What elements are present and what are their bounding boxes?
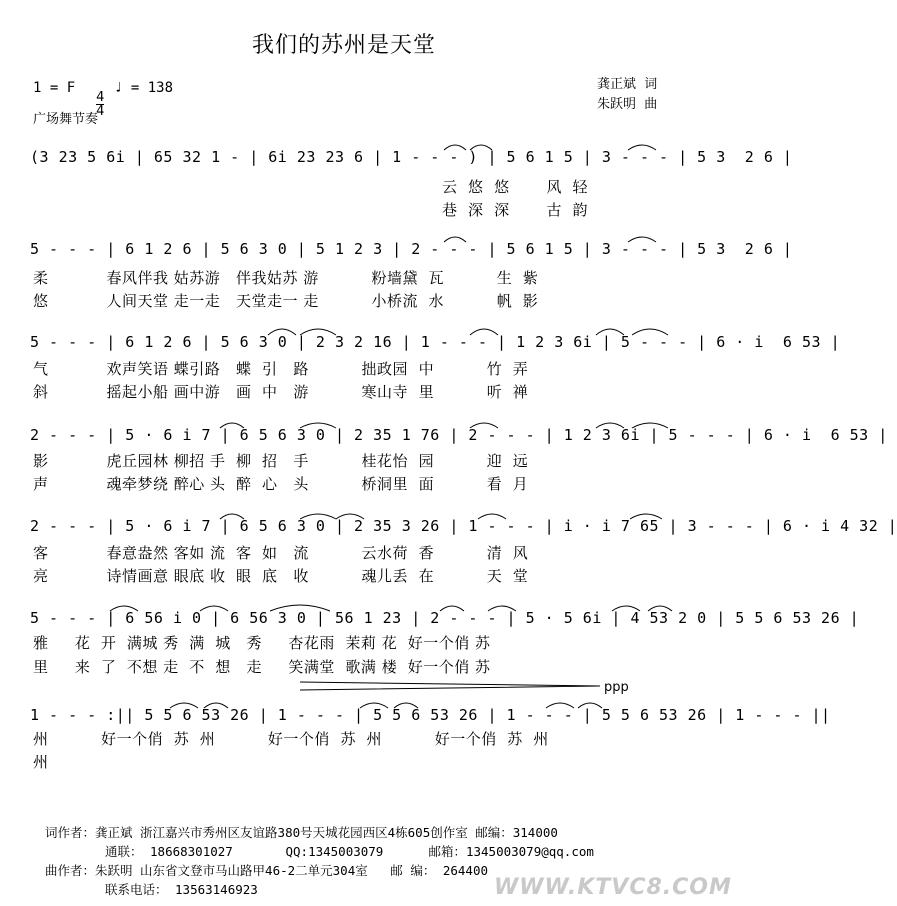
tie-arc: [300, 329, 336, 335]
system-1-notes: (3 23 5 6i | 65 32 1 - | 6i 23 23 6 | 1 - - - ) | 5 6 1 5 | 3 - - - | 5 3 2 6 |: [30, 148, 793, 166]
system-6-lyrics-verse2: 里 来 了 不想 走 不 想 走 笑满堂 歌满 楼 好一个俏 苏: [33, 658, 491, 676]
diminuendo-hairpin: [300, 682, 600, 690]
footer-composer-info: 朱跃明 山东省文登市马山路甲46-2二单元304室 邮 编： 264400: [95, 863, 489, 878]
tie-arc: [628, 237, 656, 242]
tie-arc: [220, 514, 244, 519]
system-5-notes: 2 - - - | 5 · 6 i 7 | 6 5 6 3 0 | 2 35 3 26 | 1 - - - | i · i 7 65 | 3 - - - | 6 · i 4 32 |: [30, 517, 897, 535]
lyricist-role: 词: [644, 77, 658, 92]
tie-arc: [470, 423, 498, 428]
footer-composer-contact: 联系电话： 13563146923: [105, 882, 258, 897]
system-2-notes: 5 - - - | 6 1 2 6 | 5 6 3 0 | 5 1 2 3 | 2 - - - | 5 6 1 5 | 3 - - - | 5 3 2 6 |: [30, 240, 793, 258]
footer-lyricist-label: 词作者：: [45, 825, 96, 840]
tie-arc: [632, 423, 668, 428]
system-3-notes: 5 - - - | 6 1 2 6 | 5 6 3 0 | 2 3 2 16 | 1 - - - | 1 2 3 6i | 5 - - - | 6 · i 6 53 |: [30, 333, 841, 351]
tie-arc: [470, 329, 498, 335]
system-3-lyrics-verse1: 气 欢声笑语 蝶引路 蝶 引 路 拙政园 中 竹 弄: [33, 360, 529, 378]
tie-arc: [270, 605, 330, 611]
tie-arc: [470, 145, 492, 150]
lyricist-name: 龚正斌: [597, 77, 637, 92]
tie-arc: [110, 606, 138, 611]
tie-arc: [578, 703, 602, 708]
tie-arc: [488, 606, 516, 611]
tie-arc: [630, 514, 662, 519]
tie-arc: [596, 329, 624, 335]
key-signature: 1 = F: [33, 80, 76, 96]
tie-arc: [220, 423, 244, 428]
tie-arc: [394, 703, 418, 708]
page-title: 我们的苏州是天堂: [251, 33, 436, 58]
tie-arc: [170, 703, 198, 708]
system-7-lyrics-verse1: 州 好一个俏 苏 州 好一个俏 苏 州 好一个俏 苏 州: [33, 730, 549, 748]
tie-arc: [300, 514, 336, 519]
composer-role: 曲: [644, 97, 658, 112]
tie-arc: [596, 423, 624, 428]
tie-arc: [648, 606, 672, 611]
footer-lyricist: [45, 823, 558, 841]
time-denominator: 4: [96, 104, 105, 119]
tie-arc: [628, 145, 656, 150]
system-2-lyrics-verse2: 悠 人间天堂 走一走 天堂走一 走 小桥流 水 帆 影: [33, 292, 539, 310]
system-3-lyrics-verse2: 斜 摇起小船 画中游 画 中 游 寒山寺 里 听 禅: [33, 383, 529, 401]
tie-arc: [440, 606, 464, 611]
tie-arc: [444, 237, 466, 242]
time-numerator: 4: [96, 90, 105, 105]
system-4-lyrics-verse2: 声 魂牵梦绕 醉心 头 醉 心 头 桥洞里 面 看 月: [33, 475, 529, 493]
tie-arc: [336, 514, 364, 519]
composer-name: 朱跃明: [597, 97, 637, 112]
system-4-lyrics-verse1: 影 虎丘园林 柳招 手 柳 招 手 桂花怡 园 迎 远: [33, 452, 529, 470]
style-note: 广场舞节奏: [33, 112, 99, 127]
footer-composer: [45, 861, 488, 879]
tie-arc: [360, 703, 388, 708]
footer-composer-label: 曲作者：: [45, 863, 96, 878]
system-6-notes: 5 - - - | 6 56 i 0 | 6 56 3 0 | 56 1 23 | 2 - - - | 5 · 5 6i | 4 53 2 0 | 5 5 6 53 26 |: [30, 609, 860, 627]
system-1-lyrics-verse1: 云 悠 悠 风 轻: [442, 178, 588, 196]
system-4-notes: 2 - - - | 5 · 6 i 7 | 6 5 6 3 0 | 2 35 1 76 | 2 - - - | 1 2 3 6i | 5 - - - | 6 · i 6 53 |: [30, 426, 888, 444]
tie-arc: [444, 145, 466, 150]
tie-arc: [204, 703, 228, 708]
system-1-lyrics-verse2: 巷 深 深 古 韵: [442, 201, 588, 219]
footer-lyricist-info: 龚正斌 浙江嘉兴市秀州区友谊路380号天城花园西区4栋605创作室 邮编：314000: [95, 825, 558, 840]
system-7-notes: 1 - - - :|| 5 5 6 53 26 | 1 - - - | 5 5 6 53 26 | 1 - - - | 5 5 6 53 26 | 1 - - - ||: [30, 706, 831, 724]
tie-arc: [268, 329, 296, 335]
tie-arc: [546, 703, 574, 708]
system-6-lyrics-verse1: 雅 花 开 满城 秀 满 城 秀 杏花雨 茉莉 花 好一个俏 苏: [33, 634, 491, 652]
system-2-lyrics-verse1: 柔 春风伴我 姑苏游 伴我姑苏 游 粉墙黛 瓦 生 紫: [33, 269, 539, 287]
system-5-lyrics-verse2: 亮 诗情画意 眼底 收 眼 底 收 魂儿丢 在 天 堂: [33, 567, 529, 585]
tie-arc: [632, 329, 668, 335]
tie-arc: [612, 606, 640, 611]
tie-arc: [300, 423, 336, 428]
dynamics-mark: ppp: [604, 680, 629, 695]
system-5-lyrics-verse1: 客 春意盎然 客如 流 客 如 流 云水荷 香 清 风: [33, 544, 529, 562]
tempo-mark: ♩ = 138: [114, 80, 174, 96]
tie-arc: [200, 606, 228, 611]
site-watermark: WWW.KTVC8.COM: [494, 875, 732, 900]
tie-arc: [478, 514, 506, 519]
system-7-lyrics-verse2: 州: [33, 753, 49, 771]
footer-lyricist-contact: 通联： 18668301027 QQ:1345003079 邮箱：1345003079@qq.com: [105, 844, 594, 859]
